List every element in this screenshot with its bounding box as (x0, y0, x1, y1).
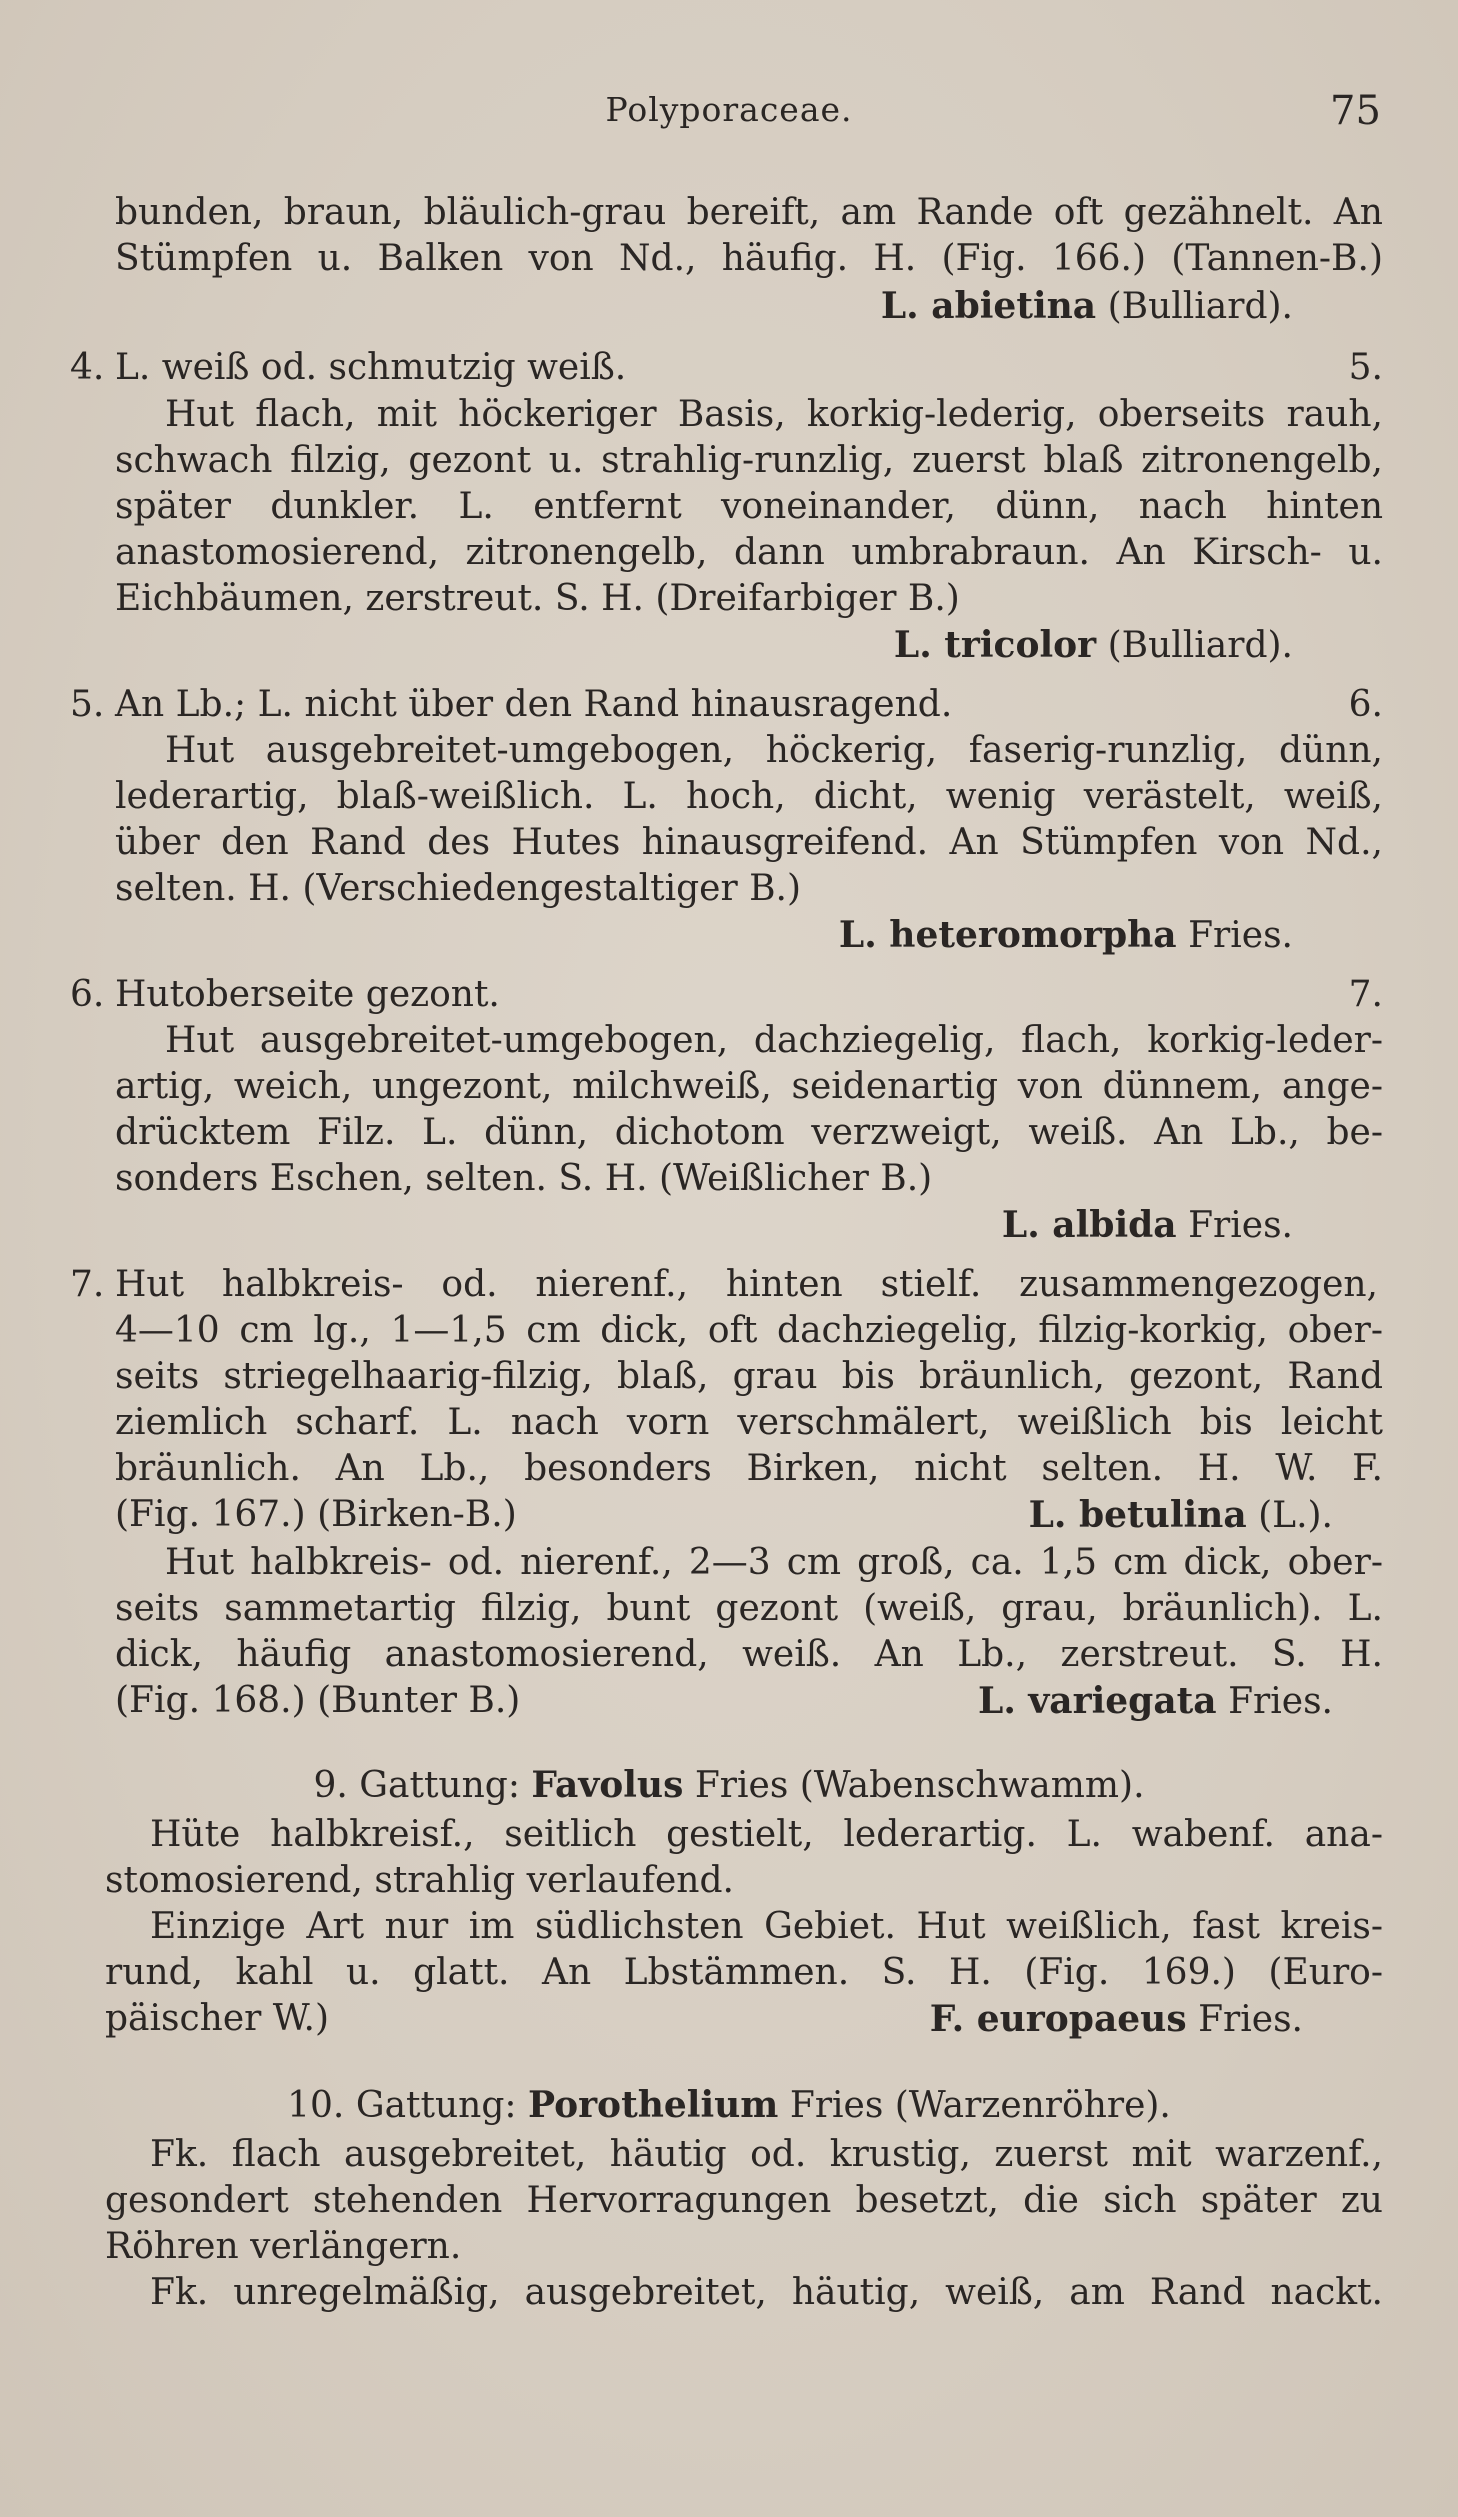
text-line: rund, kahl u. glatt. An Lbstämmen. S. H. (Fig. 169.) (Euro- (105, 1952, 1383, 1993)
text-line: gesondert stehenden Hervorragungen besetzt, die sich später zu (105, 2180, 1383, 2221)
text-line: lederartig, blaß-weißlich. L. hoch, dicht, wenig verästelt, weiß, (115, 776, 1383, 817)
key-number: 5. (70, 684, 105, 725)
key-line (70, 1262, 1383, 1308)
text-line: Hut ausgebreitet-umgebogen, dachziegelig, flach, korkig-leder- (165, 1020, 1383, 1061)
genus-heading (0, 1762, 1458, 1808)
text-line: Eichbäumen, zerstreut. S. H. (Dreifarbiger B.) (115, 578, 960, 619)
text-line: anastomosierend, zitronengelb, dann umbrabraun. An Kirsch- u. (115, 532, 1383, 573)
text-line: ziemlich scharf. L. nach vorn verschmälert, weißlich bis leicht (115, 1402, 1383, 1443)
species-name (1002, 1202, 1293, 1248)
key-line (70, 682, 1383, 728)
key-line (70, 345, 1383, 391)
species-name-bold: F. europaeus (929, 1998, 1187, 2040)
species-name-bold: L. heteromorpha (838, 914, 1177, 956)
genus-heading (0, 2082, 1458, 2128)
key-number: 4. (70, 347, 105, 388)
genus-author: Fries (Warzenröhre). (778, 2085, 1171, 2126)
text-line-with-species (105, 1996, 1383, 2042)
species-author: Fries. (1176, 1205, 1293, 1246)
genus-author: Fries (Wabenschwamm). (683, 1765, 1145, 1806)
text-line: später dunkler. L. entfernt voneinander, dünn, nach hinten (115, 486, 1383, 527)
text-line: 4—10 cm lg., 1—1,5 cm dick, oft dachziegelig, filzig-korkig, ober- (115, 1310, 1383, 1351)
key-line (70, 972, 1383, 1018)
species-author: Fries. (1186, 1999, 1303, 2040)
species-author: Fries. (1176, 915, 1293, 956)
text-line: seits striegelhaarig-filzig, blaß, grau bis bräunlich, gezont, Rand (115, 1356, 1383, 1397)
species-name-bold: L. tricolor (893, 624, 1097, 666)
text-line: bräunlich. An Lb., besonders Birken, nicht selten. H. W. F. (115, 1448, 1383, 1489)
key-number: 7. (70, 1264, 105, 1305)
text-line: Stümpfen u. Balken von Nd., häufig. H. (Fig. 166.) (Tannen-B.) (115, 238, 1383, 279)
key-text: An Lb.; L. nicht über den Rand hinausragend. (115, 684, 953, 725)
page-number: 75 (1330, 88, 1381, 134)
species-name (894, 622, 1293, 668)
text-line: Hüte halbkreisf., seitlich gestielt, lederartig. L. wabenf. ana- (150, 1814, 1383, 1855)
genus-number: 10. Gattung: (287, 2085, 528, 2126)
species-name (881, 283, 1293, 329)
key-text: Hutoberseite gezont. (115, 974, 500, 1015)
text-line: Fk. unregelmäßig, ausgebreitet, häutig, weiß, am Rand nackt. (150, 2272, 1383, 2313)
text-line: über den Rand des Hutes hinausgreifend. An Stümpfen von Nd., (115, 822, 1383, 863)
key-text: L. weiß od. schmutzig weiß. (115, 347, 627, 388)
genus-number: 9. Gattung: (313, 1765, 532, 1806)
key-number: 6. (70, 974, 105, 1015)
text-line: Hut halbkreis- od. nierenf., 2—3 cm groß, ca. 1,5 cm dick, ober- (165, 1542, 1383, 1583)
text-line: sonders Eschen, selten. S. H. (Weißlicher B.) (115, 1158, 933, 1199)
genus-name: Porothelium (527, 2084, 779, 2126)
species-name-bold: L. abietina (880, 285, 1097, 327)
text-line: seits sammetartig filzig, bunt gezont (weiß, grau, bräunlich). L. (115, 1588, 1383, 1629)
key-reference: 6. (1348, 684, 1383, 725)
text-line: Röhren verlängern. (105, 2226, 462, 2267)
text-line: Hut ausgebreitet-umgebogen, höckerig, faserig-runzlig, dünn, (165, 730, 1383, 771)
text-line: drücktem Filz. L. dünn, dichotom verzweigt, weiß. An Lb., be- (115, 1112, 1383, 1153)
species-author: (Bulliard). (1096, 286, 1293, 327)
species-name (978, 1678, 1333, 1725)
key-reference: 7. (1348, 974, 1383, 1015)
running-header: Polyporaceae. (605, 90, 853, 129)
species-author: (L.). (1246, 1495, 1333, 1536)
text-line: Fk. flach ausgebreitet, häutig od. krustig, zuerst mit warzenf., (150, 2134, 1383, 2175)
genus-name: Favolus (531, 1764, 684, 1806)
text-line: bunden, braun, bläulich-grau bereift, am Rande oft gezähnelt. An (115, 192, 1383, 233)
text-line-with-species (115, 1678, 1383, 1724)
text-line: dick, häufig anastomosierend, weiß. An Lb., zerstreut. S. H. (115, 1634, 1383, 1675)
species-name-bold: L. betulina (1028, 1494, 1247, 1536)
species-name-bold: L. albida (1001, 1204, 1177, 1246)
text-line: artig, weich, ungezont, milchweiß, seidenartig von dünnem, ange- (115, 1066, 1383, 1107)
text-segment: (Fig. 168.) (Bunter B.) (115, 1680, 521, 1721)
species-name (1029, 1492, 1333, 1539)
key-text: Hut halbkreis- od. nierenf., hinten stielf. zusammengezogen, (115, 1264, 1378, 1305)
species-name (930, 1996, 1303, 2043)
text-line: schwach filzig, gezont u. strahlig-runzlig, zuerst blaß zitronengelb, (115, 440, 1383, 481)
species-name-bold: L. variegata (978, 1680, 1217, 1722)
text-line: Hut flach, mit höckeriger Basis, korkig-lederig, oberseits rauh, (165, 394, 1383, 435)
text-segment: (Fig. 167.) (Birken-B.) (115, 1494, 517, 1535)
key-reference: 5. (1348, 347, 1383, 388)
species-author: Fries. (1216, 1681, 1333, 1722)
species-author: (Bulliard). (1096, 625, 1293, 666)
text-line-with-species (115, 1492, 1383, 1538)
species-name (839, 912, 1293, 958)
text-line: selten. H. (Verschiedengestaltiger B.) (115, 868, 802, 909)
text-segment: päischer W.) (105, 1998, 329, 2039)
text-line: stomosierend, strahlig verlaufend. (105, 1860, 734, 1901)
text-line: Einzige Art nur im südlichsten Gebiet. Hut weißlich, fast kreis- (150, 1906, 1383, 1947)
